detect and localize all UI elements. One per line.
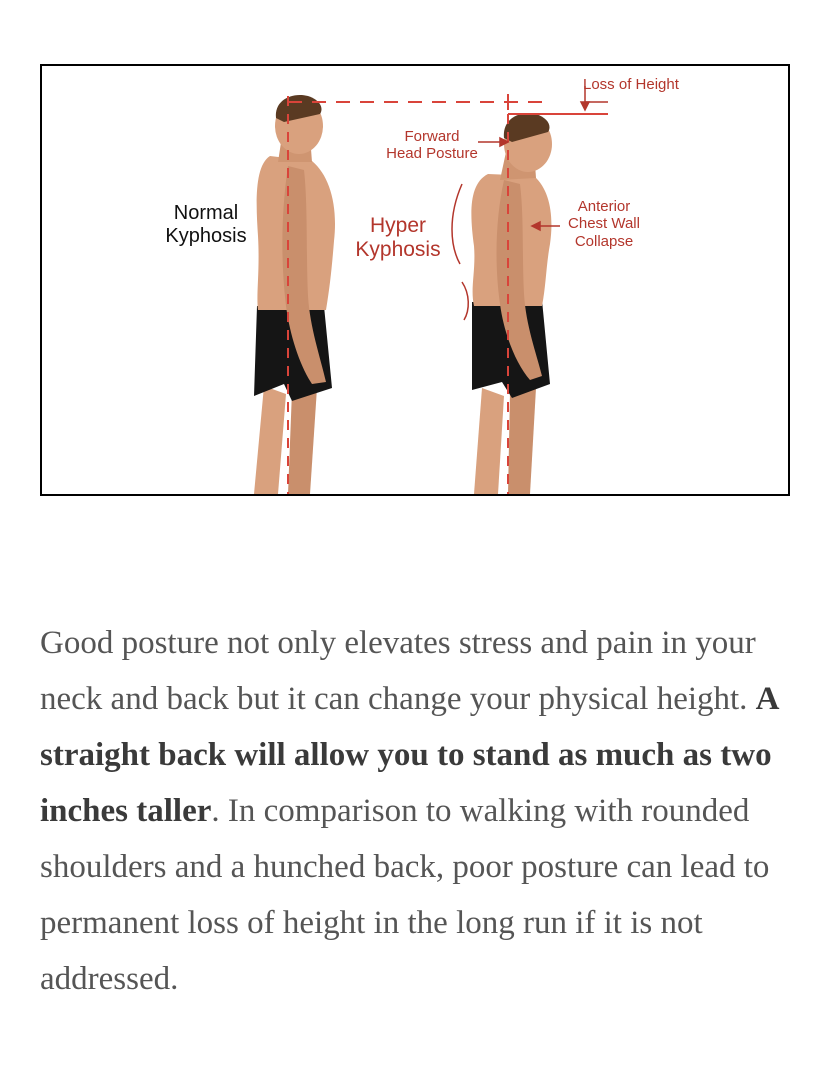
hyper-line2: Kyphosis: [355, 238, 441, 262]
forward-head-posture-line1: Forward: [404, 128, 460, 145]
anterior-line2: Chest Wall: [568, 215, 640, 233]
hyper-kyphosis-label: [348, 214, 448, 262]
normal-line1: Normal: [173, 202, 239, 224]
normal-kyphosis-label: [156, 202, 256, 248]
anterior-chest-wall-collapse-label: [560, 198, 648, 250]
loss-of-height-label: Loss of Height: [583, 76, 679, 93]
standing-man-hunched-icon: [471, 113, 552, 494]
posture-comparison-figure: [40, 64, 790, 496]
paragraph-text-end: . In comparison to walking with rounded shoulders and a hunched back, poor posture can lead to permanent loss of height in the long run if it is not addressed.: [40, 793, 770, 997]
anterior-line1: Anterior: [577, 198, 631, 215]
paragraph-bold-claim: A straight back will allow you to stand as much as two inches taller: [40, 681, 778, 829]
article-body: [40, 615, 790, 1007]
forward-head-posture-label: [382, 128, 482, 163]
normal-line2: Kyphosis: [165, 225, 247, 247]
standing-man-normal-icon: [254, 95, 335, 494]
paragraph-text-start: Good posture not only elevates stress and pain in your neck and back but it can change your physical height.: [40, 625, 756, 717]
anterior-line3: Collapse: [574, 232, 634, 250]
forward-head-posture-line2: Head Posture: [386, 145, 478, 163]
hyper-line1: Hyper: [369, 214, 427, 237]
article-paragraph: [40, 615, 790, 1007]
